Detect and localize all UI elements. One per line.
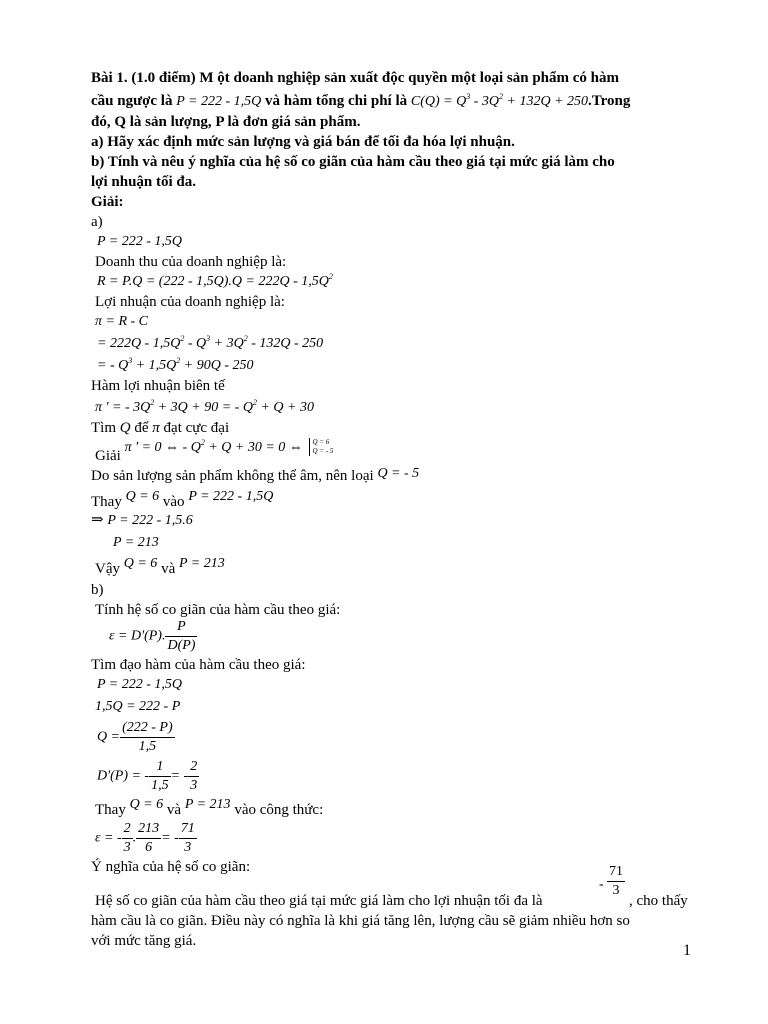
- document-page: [91, 68, 711, 951]
- derivative-step-3: Q = $\frac{(222 - P)}{1,5}$: [97, 720, 173, 754]
- profit-equation-2: = $222Q - 1,5Q^2 - Q^3 + 3Q^2 - 132Q - 250$: [97, 334, 324, 351]
- solve-label: Giải: [95, 448, 121, 464]
- marginal-equation: π ' = - $3Q^2 + 3Q + 90$ = - $Q^2 + Q + 30$: [95, 398, 314, 415]
- substitute-line: Thay Q = 6 vào P = 222 - 1,5Q: [91, 489, 274, 510]
- derivative-step-4: D'(P) = - $\frac{1}{1,5}$ = - $\frac{2}{3}$: [97, 759, 198, 793]
- problem-line-2: [91, 91, 711, 112]
- profit-equation-3: = - $Q^3 + 1,5Q^2 + 90Q - 250$: [97, 356, 254, 373]
- calc-line-2: P = 213: [113, 535, 159, 550]
- derivative-label: Tìm đạo hàm của hàm cầu theo giá:: [91, 657, 306, 673]
- profit-equation-1: π = R - C: [95, 314, 149, 329]
- calc-line-1: ⇒ P = 222 - 1,5.6: [91, 512, 193, 528]
- demand-equation: P = 222 - 1,5Q: [176, 94, 262, 109]
- page-number: 1: [683, 942, 691, 959]
- meaning-line-2: hàm cầu là co giãn. Điều này có nghĩa là khi giá tăng lên, lượng cầu sẽ giảm nhiều hơn so: [91, 913, 630, 929]
- meaning-fraction: $\frac{71}{3}$: [609, 864, 623, 898]
- revenue-label: Doanh thu của doanh nghiệp là:: [95, 254, 287, 270]
- substitute-line-2: Thay Q = 6 và P = 213 vào công thức:: [95, 797, 324, 818]
- problem-text: cầu ngược là: [91, 93, 173, 109]
- question-b-line-1: b) Tính và nêu ý nghĩa của hệ số co giãn của hàm cầu theo giá tại mức giá làm cho: [91, 154, 615, 170]
- demand-equation: P = 222 - 1,5Q: [97, 234, 183, 249]
- roots-system: Q = 6 Q = - 5: [309, 438, 334, 456]
- meaning-line-1: Hệ số co giãn của hàm cầu theo giá tại mức giá làm cho lợi nhuận tối đa là - $\frac{71}{3}$ , cho thấy: [95, 864, 688, 909]
- profit-label: Lợi nhuận của doanh nghiệp là:: [95, 294, 285, 310]
- question-a: a) Hãy xác định mức sản lượng và giá bán để tối đa hóa lợi nhuận.: [91, 134, 515, 150]
- elasticity-label: Tính hệ số co giãn của hàm cầu theo giá:: [95, 602, 341, 618]
- question-b-line-2: lợi nhuận tối đa.: [91, 174, 197, 190]
- derivative-step-1: P = 222 - 1,5Q: [97, 677, 183, 692]
- elasticity-calculation: ε = - $\frac{2}{3}$ . $\frac{213}{6}$ = - $\frac{71}{3}$: [95, 821, 195, 855]
- conclusion-line: Vậy Q = 6 và P = 213: [95, 556, 225, 577]
- problem-line-1: Bài 1. (1.0 điểm) M ột doanh nghiệp sản xuất độc quyền một loại sản phẩm có hàm: [91, 70, 619, 86]
- part-b-label: b): [91, 582, 104, 598]
- reject-line: Do sản lượng sản phẩm không thể âm, nên loại Q = - 5: [91, 466, 420, 484]
- problem-text: và hàm tổng chi phí là: [265, 93, 408, 109]
- meaning-label: Ý nghĩa của hệ số co giãn:: [91, 859, 251, 875]
- solve-equation: π ' = 0 ⇔ - $Q^2 + Q + 30 = 0$ ⇔: [124, 438, 303, 455]
- solve-line: [91, 437, 711, 466]
- cost-equation: $C(Q) = Q^3 - 3Q^2 + 132Q + 250$: [410, 92, 589, 109]
- revenue-equation: $R = P.Q = (222 - 1,5Q).Q = 222Q - 1,5Q^2$: [97, 272, 333, 289]
- part-a-label: a): [91, 214, 103, 230]
- elasticity-formula: ε = D'(P). $\frac{P}{D(P)}$: [109, 619, 196, 653]
- solution-title: Giải:: [91, 194, 124, 210]
- problem-line-3: đó, Q là sản lượng, P là đơn giá sản phẩm.: [91, 114, 361, 130]
- problem-text: .Trong: [588, 93, 631, 109]
- find-max-label: Tìm Q để π đạt cực đại: [91, 420, 230, 436]
- derivative-step-2: 1,5Q = 222 - P: [95, 699, 181, 714]
- meaning-line-3: với mức tăng giá.: [91, 933, 197, 949]
- marginal-label: Hàm lợi nhuận biên tế: [91, 378, 225, 394]
